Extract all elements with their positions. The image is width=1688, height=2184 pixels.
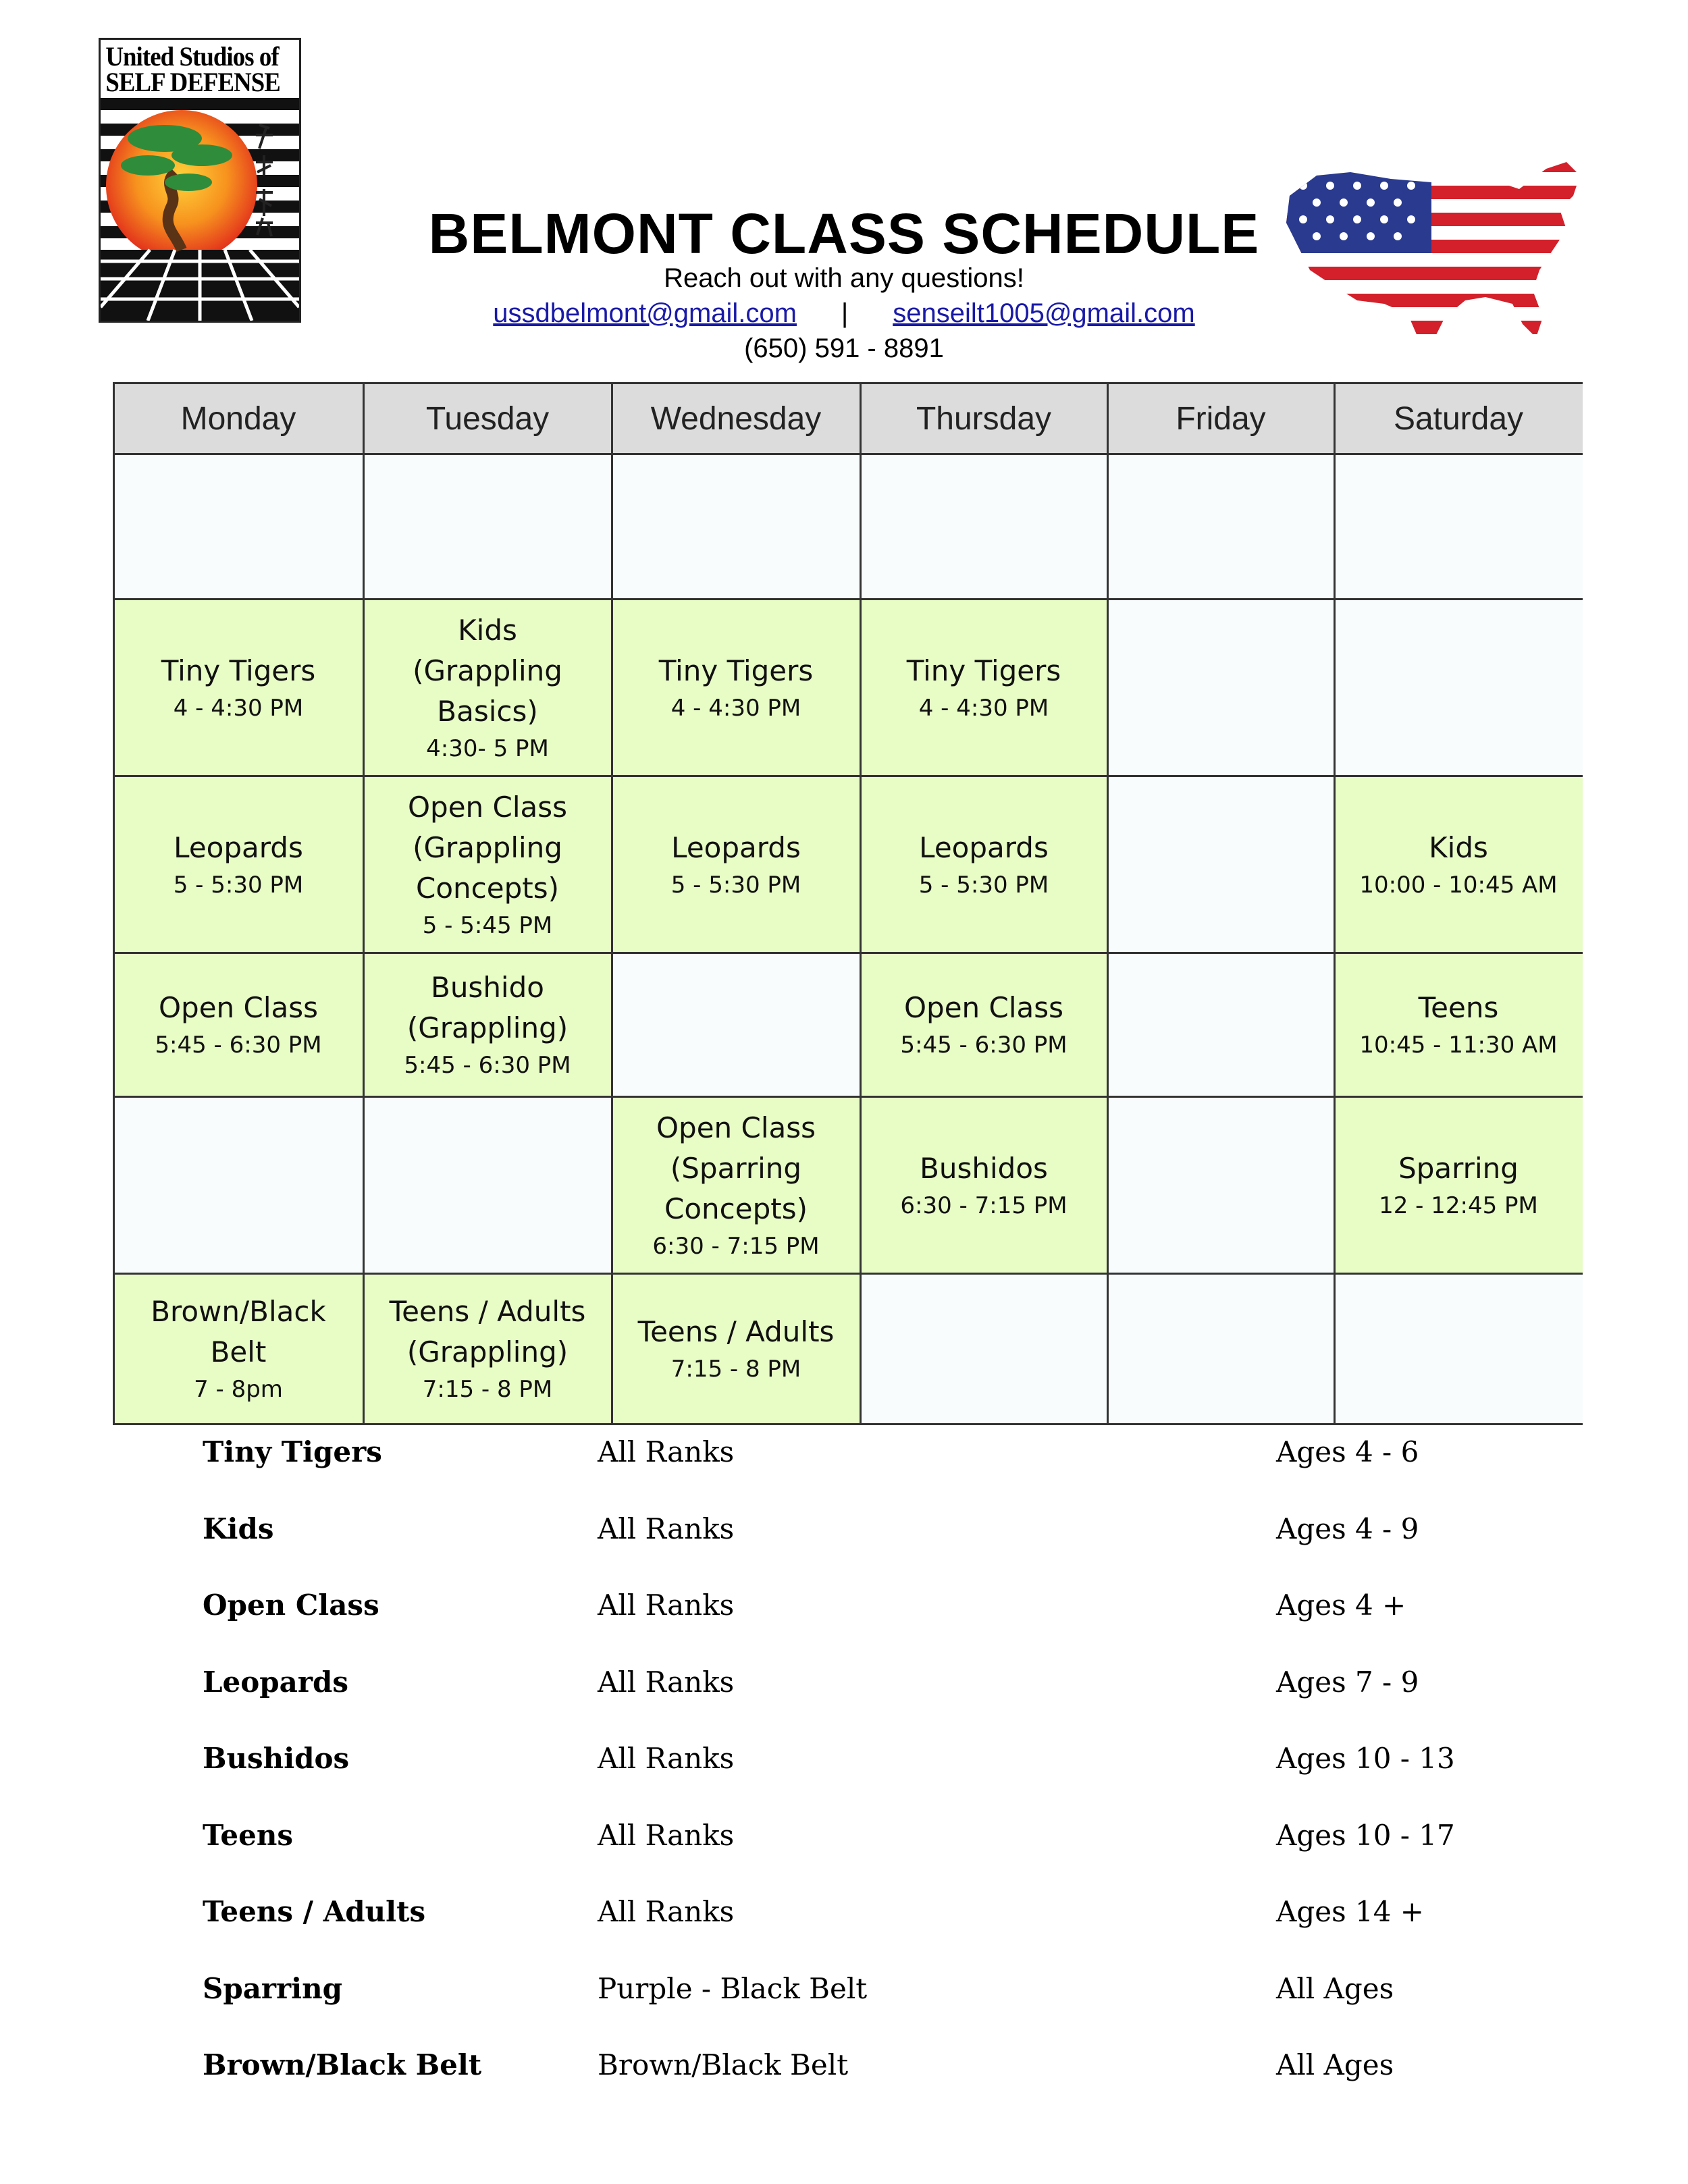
- class-name: Tiny Tigers: [906, 654, 1061, 687]
- day-header-saturday: Saturday: [1334, 382, 1583, 455]
- class-time: 4 - 4:30 PM: [918, 694, 1049, 722]
- class-time: 5 - 5:30 PM: [670, 871, 801, 899]
- legend-ages: Ages 4 +: [1276, 1589, 1406, 1622]
- empty-cell: [1107, 600, 1334, 777]
- legend-ages: Ages 10 - 13: [1276, 1742, 1455, 1775]
- class-time: 5 - 5:45 PM: [422, 911, 553, 939]
- legend-rank: All Ranks: [598, 1742, 735, 1775]
- class-time: 10:45 - 11:30 AM: [1359, 1032, 1558, 1059]
- column-divider: [611, 382, 613, 1425]
- class-name: Open Class: [903, 991, 1064, 1024]
- legend-ages: Ages 14 +: [1276, 1895, 1424, 1928]
- empty-cell: [1334, 455, 1583, 600]
- empty-cell: [1107, 1098, 1334, 1275]
- class-name: Teens / Adults: [637, 1315, 835, 1348]
- legend-class-name: Tiny Tigers: [203, 1435, 382, 1468]
- class-name: Leopards: [919, 830, 1049, 864]
- legend-rank: All Ranks: [598, 1818, 735, 1852]
- class-name: Brown/Black Belt: [151, 1295, 326, 1368]
- empty-cell: [1107, 954, 1334, 1098]
- class-cell: [612, 1098, 860, 1275]
- column-divider: [113, 382, 115, 1425]
- logo-line-1: United Studios of: [105, 41, 279, 72]
- class-name: Tiny Tigers: [658, 654, 814, 687]
- class-time: 6:30 - 7:15 PM: [652, 1232, 820, 1260]
- logo-line-2: SELF DEFENSE: [105, 67, 280, 97]
- legend-ages: All Ages: [1276, 2048, 1394, 2081]
- legend-rank: All Ranks: [598, 1435, 735, 1468]
- legend-row: [203, 1512, 1485, 1553]
- class-cell: [860, 954, 1107, 1098]
- class-time: 4:30- 5 PM: [426, 735, 549, 762]
- legend-rank: Purple - Black Belt: [598, 1971, 868, 2005]
- empty-cell: [1334, 600, 1583, 777]
- legend-row: [203, 1666, 1485, 1706]
- class-cell: [363, 600, 612, 777]
- legend-rank: Brown/Black Belt: [598, 2048, 849, 2081]
- class-time: 7 - 8pm: [194, 1376, 283, 1403]
- class-name: Bushidos: [920, 1151, 1048, 1185]
- class-name: Kids (Grappling Basics): [413, 613, 562, 728]
- class-cell: [1334, 1098, 1583, 1275]
- legend-row: [203, 1742, 1485, 1782]
- empty-cell: [860, 1275, 1107, 1425]
- empty-cell: [1107, 1275, 1334, 1425]
- class-name: Kids: [1429, 830, 1488, 864]
- class-time: 5:45 - 6:30 PM: [404, 1052, 571, 1079]
- class-cell: [860, 600, 1107, 777]
- class-time: 5 - 5:30 PM: [173, 871, 304, 899]
- class-name: Leopards: [174, 830, 303, 864]
- class-cell: [860, 1098, 1107, 1275]
- class-time: 7:15 - 8 PM: [422, 1376, 553, 1403]
- column-divider: [1334, 382, 1336, 1425]
- empty-cell: [860, 455, 1107, 600]
- legend-rank: All Ranks: [598, 1589, 735, 1622]
- class-cell: [612, 777, 860, 954]
- class-time: 6:30 - 7:15 PM: [900, 1192, 1067, 1219]
- class-time: 12 - 12:45 PM: [1379, 1192, 1538, 1219]
- empty-cell: [612, 954, 860, 1098]
- empty-cell: [1334, 1275, 1583, 1425]
- legend-class-name: Bushidos: [203, 1742, 350, 1775]
- legend-row: [203, 1819, 1485, 1859]
- legend-ages: Ages 4 - 9: [1276, 1512, 1419, 1545]
- class-name: Sparring: [1398, 1151, 1519, 1185]
- class-cell: [612, 600, 860, 777]
- empty-cell: [612, 455, 860, 600]
- page-title: BELMONT CLASS SCHEDULE: [428, 202, 1260, 265]
- legend-class-name: Leopards: [203, 1665, 348, 1699]
- class-time: 5:45 - 6:30 PM: [900, 1032, 1067, 1059]
- legend-ages: Ages 4 - 6: [1276, 1435, 1419, 1468]
- legend-row: [203, 1435, 1485, 1476]
- empty-cell: [363, 455, 612, 600]
- class-name: Open Class (Grappling Concepts): [407, 790, 568, 905]
- day-header-wednesday: Wednesday: [612, 382, 860, 455]
- class-time: 5 - 5:30 PM: [918, 871, 1049, 899]
- class-cell: [860, 777, 1107, 954]
- class-name: Tiny Tigers: [161, 654, 316, 687]
- class-cell: [612, 1275, 860, 1425]
- class-cell: [363, 1275, 612, 1425]
- legend-class-name: Brown/Black Belt: [203, 2048, 482, 2081]
- class-time: 5:45 - 6:30 PM: [155, 1032, 322, 1059]
- legend-row: [203, 2048, 1485, 2089]
- empty-cell: [1107, 455, 1334, 600]
- legend-rank: All Ranks: [598, 1665, 735, 1699]
- class-cell: [363, 954, 612, 1098]
- class-cell: [1334, 777, 1583, 954]
- day-header-thursday: Thursday: [860, 382, 1107, 455]
- column-divider: [363, 382, 365, 1425]
- legend-row: [203, 1589, 1485, 1629]
- day-header-monday: Monday: [113, 382, 363, 455]
- class-cell: [363, 777, 612, 954]
- email-separator: |: [841, 298, 849, 328]
- day-header-tuesday: Tuesday: [363, 382, 612, 455]
- empty-cell: [113, 455, 363, 600]
- legend-class-name: Sparring: [203, 1971, 343, 2005]
- class-name: Leopards: [671, 830, 801, 864]
- legend-ages: Ages 10 - 17: [1276, 1818, 1455, 1852]
- class-cell: [113, 777, 363, 954]
- legend-class-name: Open Class: [203, 1589, 379, 1622]
- class-name: Teens / Adults (Grappling): [389, 1295, 586, 1368]
- legend-row: [203, 1972, 1485, 2013]
- class-cell: [113, 1275, 363, 1425]
- day-header-friday: Friday: [1107, 382, 1334, 455]
- legend-class-name: Kids: [203, 1512, 274, 1545]
- class-time: 10:00 - 10:45 AM: [1359, 871, 1558, 899]
- class-name: Bushido (Grappling): [406, 971, 569, 1044]
- class-name: Open Class (Sparring Concepts): [656, 1111, 816, 1225]
- class-name: Open Class: [158, 991, 319, 1024]
- phone-number: (650) 591 - 8891: [744, 334, 944, 363]
- class-cell: [113, 600, 363, 777]
- legend-rank: All Ranks: [598, 1895, 735, 1928]
- logo-text: [101, 40, 283, 95]
- class-time: 7:15 - 8 PM: [670, 1356, 801, 1383]
- class-time: 4 - 4:30 PM: [670, 694, 801, 722]
- legend-row: [203, 1895, 1485, 1936]
- contact-emails: [0, 298, 1688, 329]
- class-name: Teens: [1418, 991, 1499, 1024]
- column-divider: [1107, 382, 1109, 1425]
- email-link-1[interactable]: ussdbelmont@gmail.com: [493, 298, 797, 328]
- class-cell: [113, 954, 363, 1098]
- legend-class-name: Teens: [203, 1818, 294, 1852]
- legend-rank: All Ranks: [598, 1512, 735, 1545]
- email-link-2[interactable]: senseilt1005@gmail.com: [893, 298, 1195, 328]
- legend-ages: All Ages: [1276, 1971, 1394, 2005]
- empty-cell: [363, 1098, 612, 1275]
- empty-cell: [1107, 777, 1334, 954]
- legend-ages: Ages 7 - 9: [1276, 1665, 1419, 1699]
- legend-class-name: Teens / Adults: [203, 1895, 426, 1928]
- class-time: 4 - 4:30 PM: [173, 694, 304, 722]
- class-cell: [1334, 954, 1583, 1098]
- subtitle: Reach out with any questions!: [664, 263, 1024, 293]
- schedule-table: [113, 382, 1583, 1425]
- empty-cell: [113, 1098, 363, 1275]
- column-divider: [860, 382, 862, 1425]
